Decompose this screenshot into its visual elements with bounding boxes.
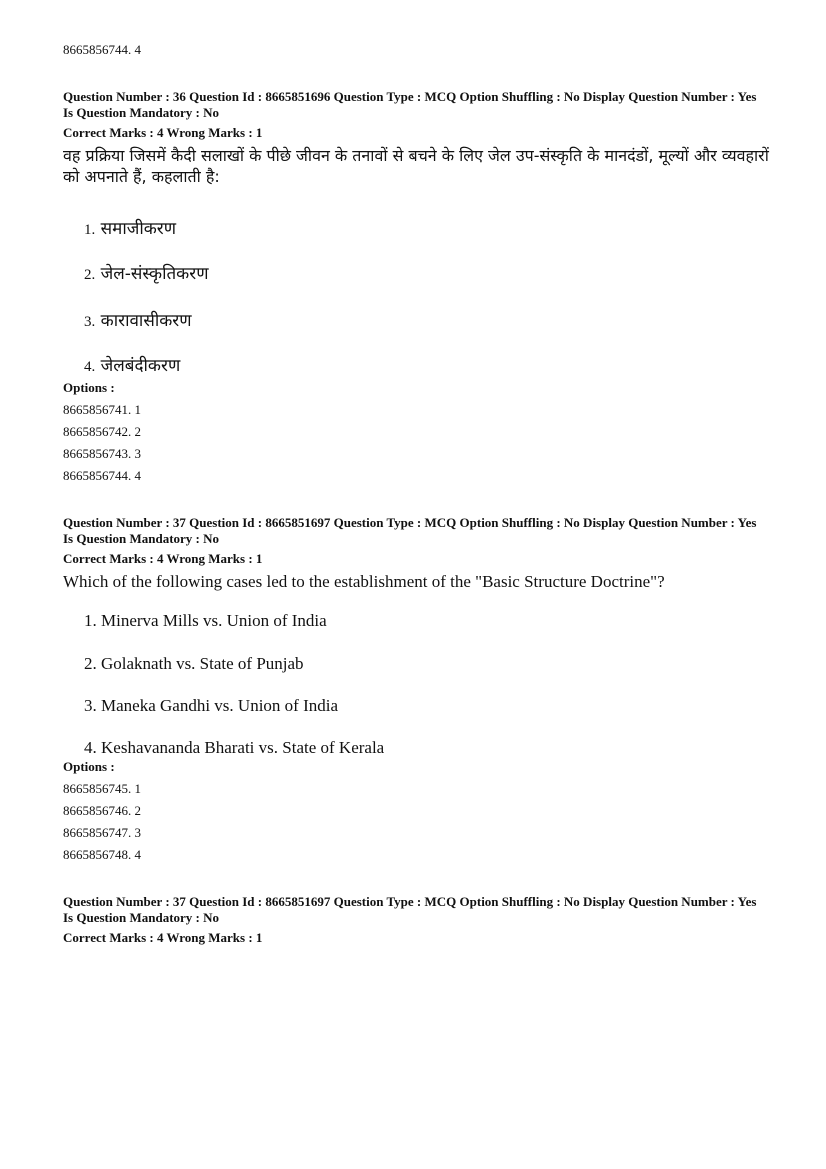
q37-option-id-4: 8665856748. 4 bbox=[63, 847, 141, 862]
q37-option-2: 2. Golaknath vs. State of Punjab bbox=[84, 654, 304, 673]
option-number: 4. bbox=[84, 359, 96, 375]
q37-option-id-3: 8665856747. 3 bbox=[63, 825, 141, 840]
q37-marks: Correct Marks : 4 Wrong Marks : 1 bbox=[63, 551, 263, 566]
q36-question-text: वह प्रक्रिया जिसमें कैदी सलाखों के पीछे जीवन के तनावों से बचने के लिए जेल उप-संस्कृति के मानदंडों, मूल्यों और व्यवहारों को अपनाते हैं, कहलाती है: bbox=[63, 146, 769, 186]
q36-header: Question Number : 36 Question Id : 8665851696 Question Type : MCQ Option Shuffling : No Display Question Number : Yes Is Question Mandatory : No bbox=[63, 89, 757, 120]
option-text: कारावासीकरण bbox=[100, 311, 192, 331]
q36-option-3 bbox=[84, 310, 192, 333]
q37-option-1: 1. Minerva Mills vs. Union of India bbox=[84, 611, 327, 630]
q36-option-id-3: 8665856743. 3 bbox=[63, 446, 141, 461]
q36-options-label: Options : bbox=[63, 380, 115, 395]
q37-option-3: 3. Maneka Gandhi vs. Union of India bbox=[84, 696, 339, 715]
option-number: 3. bbox=[84, 314, 96, 330]
option-number: 1. bbox=[84, 222, 96, 238]
q36-option-id-4: 8665856744. 4 bbox=[63, 468, 141, 483]
q36-option-id-2: 8665856742. 2 bbox=[63, 424, 141, 439]
q36-option-id-1: 8665856741. 1 bbox=[63, 402, 141, 417]
q37-option-id-1: 8665856745. 1 bbox=[63, 781, 141, 796]
q37b-marks: Correct Marks : 4 Wrong Marks : 1 bbox=[63, 930, 263, 945]
q37b-header: Question Number : 37 Question Id : 8665851697 Question Type : MCQ Option Shuffling : No Display Question Number : Yes Is Question Mandatory : No bbox=[63, 894, 757, 925]
option-text: जेल-संस्कृतिकरण bbox=[100, 264, 209, 284]
option-number: 2. bbox=[84, 267, 96, 283]
q37-question-text: Which of the following cases led to the establishment of the "Basic Structure Doctrine"? bbox=[63, 572, 665, 591]
q37-header: Question Number : 37 Question Id : 8665851697 Question Type : MCQ Option Shuffling : No Display Question Number : Yes Is Question Mandatory : No bbox=[63, 515, 757, 546]
option-text: समाजीकरण bbox=[100, 219, 177, 239]
q36-marks: Correct Marks : 4 Wrong Marks : 1 bbox=[63, 125, 263, 140]
q37-option-4: 4. Keshavananda Bharati vs. State of Kerala bbox=[84, 738, 385, 757]
q36-option-4 bbox=[84, 355, 180, 378]
option-text: जेलबंदीकरण bbox=[100, 356, 181, 376]
q36-option-1 bbox=[84, 218, 176, 241]
q37-option-id-2: 8665856746. 2 bbox=[63, 803, 141, 818]
q37-options-label: Options : bbox=[63, 759, 115, 774]
previous-option-id: 8665856744. 4 bbox=[63, 42, 141, 57]
q36-option-2 bbox=[84, 263, 208, 286]
